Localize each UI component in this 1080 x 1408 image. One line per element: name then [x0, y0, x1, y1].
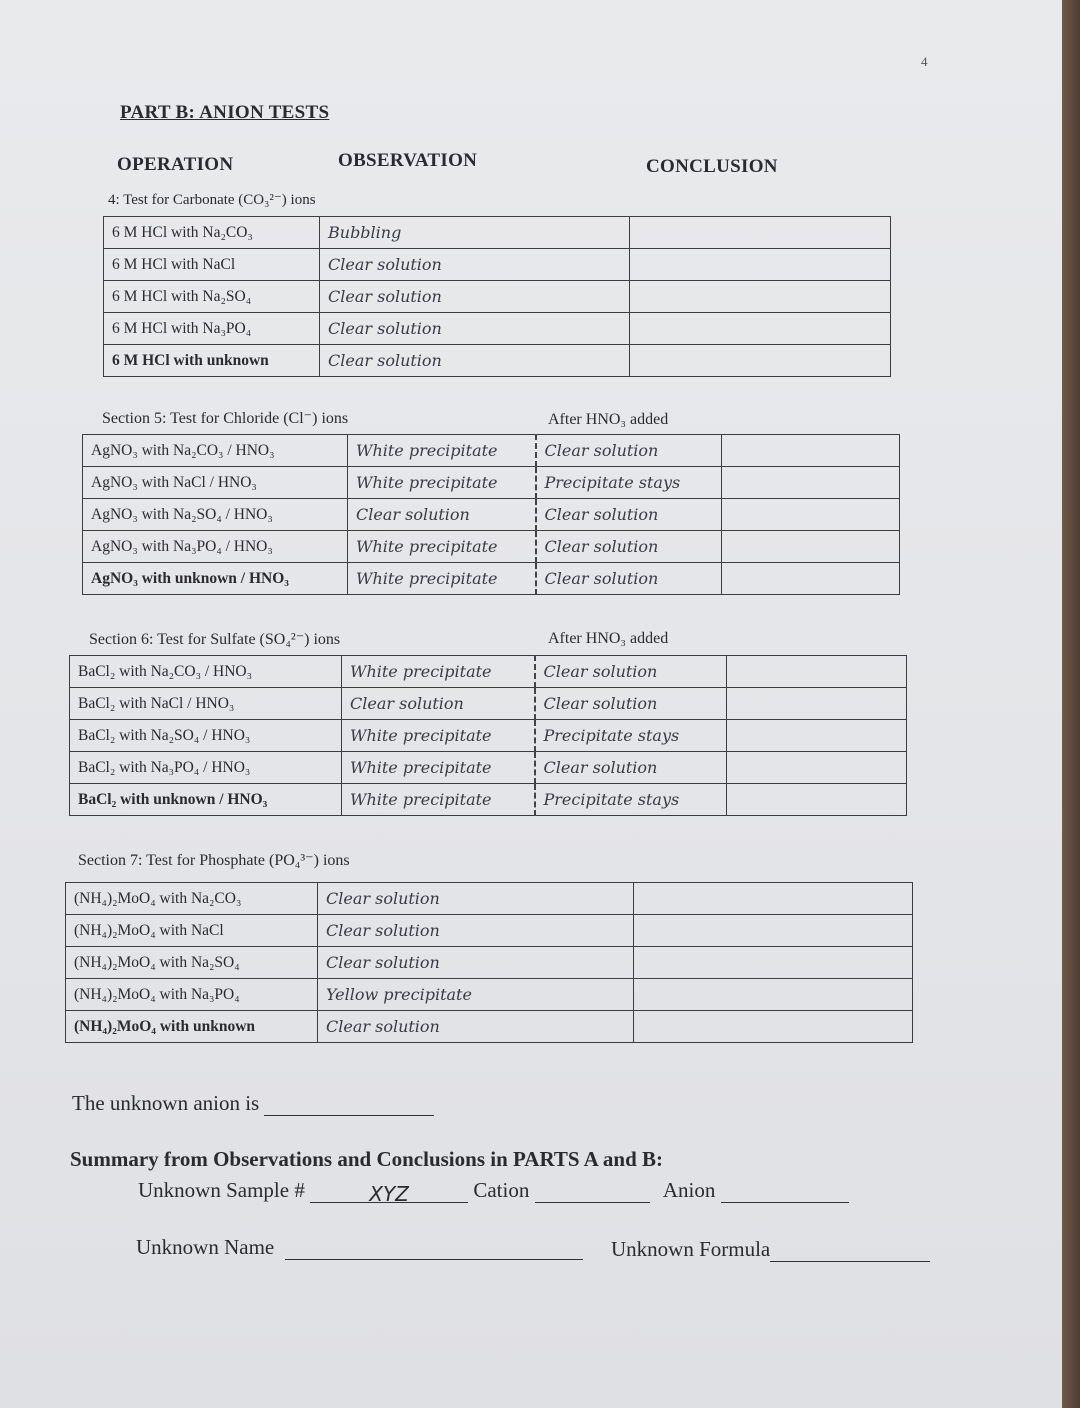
observation-cell: White precipitate — [348, 563, 536, 595]
table-row — [70, 752, 907, 784]
unknown-anion-line — [72, 1091, 434, 1116]
observation-cell: White precipitate — [342, 784, 535, 816]
table-surface — [1062, 0, 1080, 1408]
operation-cell: AgNO₃ with NaCl / HNO₃ — [83, 467, 348, 499]
observation-cell: White precipitate — [348, 531, 536, 563]
unknown-anion-blank[interactable] — [264, 1095, 434, 1116]
observation-cell: Clear solution — [320, 345, 630, 377]
operation-cell: AgNO₃ with Na₂SO₄ / HNO₃ — [83, 499, 348, 531]
operation-cell: (NH₄)₂MoO₄ with Na₂CO₃ — [66, 883, 318, 915]
after-hno3-cell: Clear solution — [536, 435, 722, 467]
after-hno3-cell: Clear solution — [536, 563, 722, 595]
table-row — [104, 281, 891, 313]
after-hno3-cell: Clear solution — [536, 531, 722, 563]
conclusion-cell[interactable] — [630, 217, 891, 249]
operation-cell: AgNO₃ with Na₃PO₄ / HNO₃ — [83, 531, 348, 563]
observation-cell: White precipitate — [342, 656, 535, 688]
operation-cell: (NH₄)₂MoO₄ with NaCl — [66, 915, 318, 947]
chloride-table — [82, 434, 900, 595]
operation-header: OPERATION — [117, 154, 234, 175]
observation-cell: Clear solution — [318, 915, 634, 947]
carbonate-table — [103, 216, 891, 377]
observation-cell: White precipitate — [342, 720, 535, 752]
sample-line — [138, 1178, 849, 1206]
after-hno3-cell: Precipitate stays — [535, 720, 727, 752]
conclusion-cell[interactable] — [727, 784, 907, 816]
operation-cell: 6 M HCl with Na₂CO₃ — [104, 217, 320, 249]
table-row — [66, 947, 913, 979]
conclusion-cell[interactable] — [722, 467, 900, 499]
after-hno3-cell: Clear solution — [536, 499, 722, 531]
conclusion-cell[interactable] — [722, 531, 900, 563]
conclusion-cell[interactable] — [634, 947, 913, 979]
conclusion-cell[interactable] — [727, 720, 907, 752]
conclusion-cell[interactable] — [727, 656, 907, 688]
table-row — [104, 313, 891, 345]
summary-title: Summary from Observations and Conclusions in PARTS A and B: — [70, 1147, 664, 1171]
sample-value: XYZ — [369, 1182, 409, 1206]
unknown-name-blank[interactable] — [285, 1239, 583, 1260]
operation-cell: (NH₄)₂MoO₄ with unknown — [66, 1011, 318, 1043]
conclusion-cell[interactable] — [630, 249, 891, 281]
part-title: PART B: ANION TESTS — [120, 102, 330, 123]
conclusion-cell[interactable] — [722, 499, 900, 531]
observation-cell: Clear solution — [318, 883, 634, 915]
section-title: 4: Test for Carbonate (CO₃²⁻) ions — [108, 192, 316, 208]
conclusion-header: CONCLUSION — [646, 156, 778, 177]
table-row — [104, 249, 891, 281]
unknown-anion-label: The unknown anion is — [72, 1091, 260, 1115]
unknown-formula-blank[interactable] — [770, 1241, 930, 1262]
after-label: After HNO₃ added — [548, 411, 669, 428]
operation-cell: 6 M HCl with unknown — [104, 345, 320, 377]
anion-blank[interactable] — [721, 1182, 849, 1203]
table-row — [66, 915, 913, 947]
observation-header: OBSERVATION — [338, 150, 478, 171]
operation-cell: (NH₄)₂MoO₄ with Na₂SO₄ — [66, 947, 318, 979]
unknown-formula-label: Unknown Formula — [611, 1237, 771, 1261]
table-row — [70, 720, 907, 752]
operation-cell: BaCl₂ with Na₂CO₃ / HNO₃ — [70, 656, 342, 688]
observation-cell: White precipitate — [348, 467, 536, 499]
table-row — [104, 345, 891, 377]
after-hno3-cell: Clear solution — [535, 656, 727, 688]
name-line — [136, 1235, 583, 1260]
observation-cell: White precipitate — [348, 435, 536, 467]
after-hno3-cell: Precipitate stays — [535, 784, 727, 816]
table-row — [83, 467, 900, 499]
sample-label: Unknown Sample # — [138, 1178, 305, 1202]
table-row — [83, 563, 900, 595]
observation-cell: Clear solution — [318, 947, 634, 979]
observation-cell: Clear solution — [320, 249, 630, 281]
conclusion-cell[interactable] — [722, 435, 900, 467]
observation-cell: Clear solution — [348, 499, 536, 531]
conclusion-cell[interactable] — [630, 313, 891, 345]
section-title: Section 6: Test for Sulfate (SO₄²⁻) ions — [89, 631, 341, 648]
observation-cell: Clear solution — [318, 1011, 634, 1043]
section-title: Section 5: Test for Chloride (Cl⁻) ions — [102, 410, 349, 427]
cation-label: Cation — [473, 1178, 530, 1202]
operation-cell: AgNO₃ with Na₂CO₃ / HNO₃ — [83, 435, 348, 467]
conclusion-cell[interactable] — [630, 281, 891, 313]
operation-cell: 6 M HCl with Na₃PO₄ — [104, 313, 320, 345]
table-row — [83, 435, 900, 467]
sample-blank[interactable] — [310, 1182, 468, 1206]
unknown-name-label: Unknown Name — [136, 1235, 275, 1259]
observation-cell: Bubbling — [320, 217, 630, 249]
table-row — [66, 883, 913, 915]
table-row — [70, 656, 907, 688]
conclusion-cell[interactable] — [722, 563, 900, 595]
operation-cell: AgNO₃ with unknown / HNO₃ — [83, 563, 348, 595]
conclusion-cell[interactable] — [630, 345, 891, 377]
after-label: After HNO₃ added — [548, 630, 669, 647]
page-number: 4 — [921, 54, 928, 69]
after-hno3-cell: Clear solution — [535, 688, 727, 720]
operation-cell: (NH₄)₂MoO₄ with Na₃PO₄ — [66, 979, 318, 1011]
conclusion-cell[interactable] — [727, 688, 907, 720]
table-row — [104, 217, 891, 249]
table-row — [66, 979, 913, 1011]
operation-cell: 6 M HCl with Na₂SO₄ — [104, 281, 320, 313]
table-row — [66, 1011, 913, 1043]
section-title: Section 7: Test for Phosphate (PO₄³⁻) ions — [78, 852, 350, 869]
table-row — [70, 688, 907, 720]
table-row — [83, 499, 900, 531]
formula-line — [611, 1237, 930, 1262]
sulfate-table — [69, 655, 907, 816]
table-row — [70, 784, 907, 816]
observation-cell: Yellow precipitate — [318, 979, 634, 1011]
cation-blank[interactable] — [535, 1182, 650, 1203]
conclusion-cell[interactable] — [634, 883, 913, 915]
operation-cell: BaCl₂ with Na₃PO₄ / HNO₃ — [70, 752, 342, 784]
conclusion-cell[interactable] — [634, 1011, 913, 1043]
anion-label: Anion — [662, 1178, 716, 1202]
table-row — [83, 531, 900, 563]
operation-cell: BaCl₂ with unknown / HNO₃ — [70, 784, 342, 816]
phosphate-table — [65, 882, 913, 1043]
operation-cell: 6 M HCl with NaCl — [104, 249, 320, 281]
conclusion-cell[interactable] — [727, 752, 907, 784]
after-hno3-cell: Precipitate stays — [536, 467, 722, 499]
observation-cell: Clear solution — [342, 688, 535, 720]
observation-cell: Clear solution — [320, 281, 630, 313]
after-hno3-cell: Clear solution — [535, 752, 727, 784]
conclusion-cell[interactable] — [634, 915, 913, 947]
conclusion-cell[interactable] — [634, 979, 913, 1011]
observation-cell: White precipitate — [342, 752, 535, 784]
operation-cell: BaCl₂ with NaCl / HNO₃ — [70, 688, 342, 720]
observation-cell: Clear solution — [320, 313, 630, 345]
operation-cell: BaCl₂ with Na₂SO₄ / HNO₃ — [70, 720, 342, 752]
